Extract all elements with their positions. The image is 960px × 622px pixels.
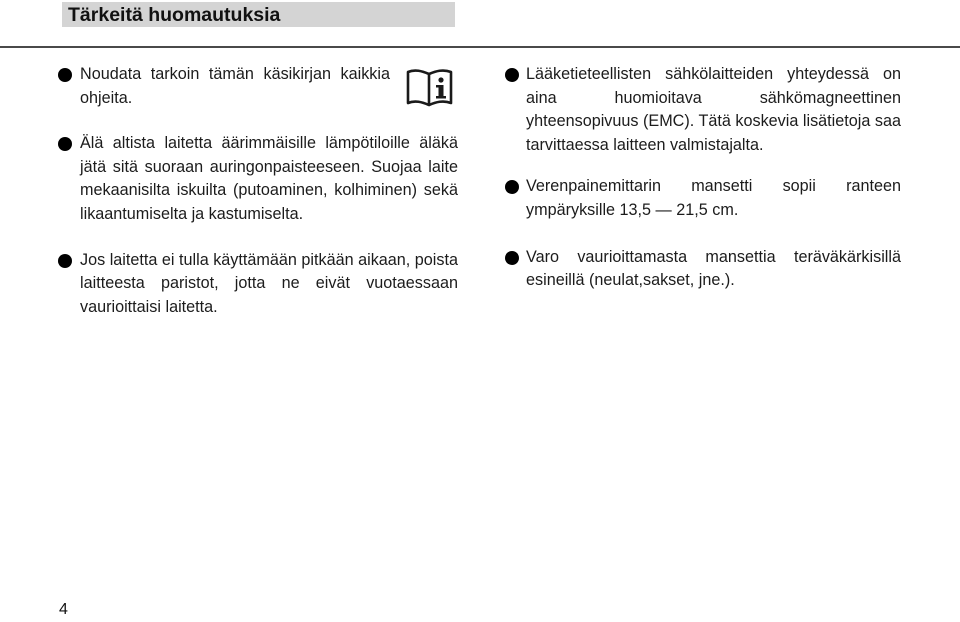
list-item-text: Älä altista laitetta äärimmäisille lämpötiloille äläkä jätä sitä suoraan auringonpaisteeseen. Suojaa laite mekaanisilta iskuilta (putoaminen, kolhiminen) sekä likaantumiselta ja kastumiselta.: [80, 134, 458, 223]
list-item: [58, 249, 458, 320]
list-item-text: Lääketieteellisten sähkölaitteiden yhteydessä on aina huomioitava sähkömagneettinen yhteensopivuus (EMC). Tätä koskevia lisätietoja saa tarvittaessa laitteen valmistajalta.: [526, 65, 901, 154]
read-manual-icon: [405, 67, 455, 107]
list-item: [505, 175, 901, 222]
list-item-text: Noudata tarkoin tämän käsikirjan kaikkia ohjeita.: [80, 65, 390, 107]
right-column: [505, 63, 901, 315]
bullet-icon: [505, 251, 519, 265]
bullet-icon: [505, 68, 519, 82]
list-item: [58, 132, 458, 226]
list-item-text: Verenpainemittarin mansetti sopii ranteen ympäryksille 13,5 — 21,5 cm.: [526, 177, 901, 219]
list-item-text: Jos laitetta ei tulla käyttämään pitkään aikaan, poista laitteesta paristot, jotta ne eivät vuotaessaan vaurioittaisi laitetta.: [80, 250, 458, 316]
bullet-icon: [505, 180, 519, 194]
section-title-bar: [62, 2, 455, 27]
list-item-text: Varo vaurioittamasta mansettia teräväkärkisillä esineillä (neulat,sakset, jne.).: [526, 247, 901, 290]
bullet-icon: [58, 137, 72, 151]
page-number: 4: [59, 601, 68, 618]
bullet-icon: [58, 68, 72, 82]
page-title: Tärkeitä huomautuksia: [68, 4, 281, 26]
header-divider: [0, 46, 960, 48]
list-item: [58, 63, 458, 110]
list-item: [505, 63, 901, 157]
list-item: [505, 246, 901, 293]
bullet-icon: [58, 254, 72, 268]
left-column: [58, 63, 458, 341]
